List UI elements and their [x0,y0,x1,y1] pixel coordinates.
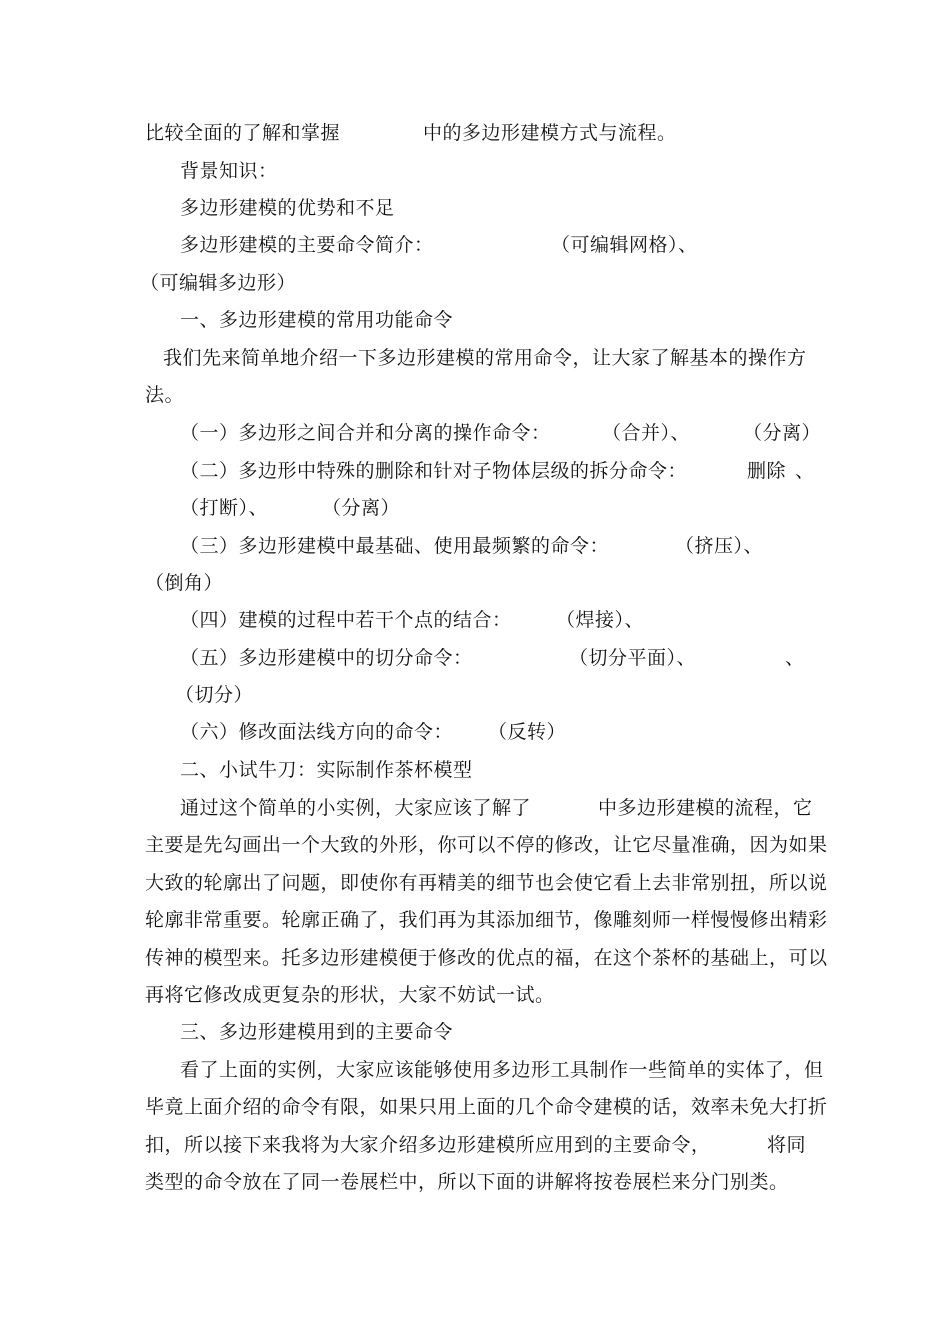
text-segment: 通过这个简单的小实例，大家应该了解了 [180,797,532,819]
list-item [180,496,401,520]
text-segment: （五）多边形建模中的切分命令： [180,647,473,669]
list-item [180,720,567,744]
list-item [180,646,805,670]
paragraph-line [145,871,828,895]
text-segment: 、 [795,460,815,482]
text-segment: （六）修改面法线方向的命令： [180,721,454,743]
paragraph-line [145,1095,828,1119]
paragraph-line [140,271,296,295]
section-heading [180,1020,453,1044]
list-item [180,534,764,558]
text-segment: 法。 [145,384,185,406]
text-segment: 比较全面的了解和掌握 [145,122,341,144]
text-segment: 看了上面的实例，大家应该能够使用多边形工具制作一些简单的实体了，但 [180,1059,824,1081]
text-segment: （倒角） [145,572,224,594]
text-segment: 扣，所以接下来我将为大家介绍多边形建模所应用到的主要命令， [145,1134,711,1156]
section-heading [180,159,278,183]
text-segment: （分离） [322,497,401,519]
text-segment: （一）多边形之间合并和分离的操作命令： [180,422,551,444]
section-heading [180,308,453,332]
text-segment: 中的多边形建模方式与流程。 [423,122,677,144]
text-segment: （切分） [175,684,254,706]
paragraph-line [145,983,555,1007]
paragraph-line [163,346,807,370]
list-item [180,459,815,483]
text-segment: （分离） [743,422,822,444]
text-segment: （挤压）、 [675,535,764,557]
text-segment: （合并）、 [602,422,691,444]
text-segment: 传神的模型来。托多边形建模便于修改的优点的福，在这个茶杯的基础上，可以 [145,947,828,969]
paragraph-line [145,833,828,857]
intro-line [145,121,677,145]
paragraph-line [145,383,184,407]
text-segment: （可编辑网格）、 [551,234,698,256]
text-segment: 毕竟上面介绍的命令有限，如果只用上面的几个命令建模的话，效率未免大打折 [145,1096,828,1118]
list-item [175,683,253,707]
text-segment: 将同 [767,1134,807,1156]
text-segment: （打断）、 [180,497,269,519]
list-item [145,571,223,595]
section-heading [180,758,473,782]
paragraph-line [145,1133,807,1157]
text-segment: 一、多边形建模的常用功能命令 [180,309,454,331]
text-segment: （切分平面）、 [569,647,697,669]
paragraph-line [180,233,698,257]
text-segment: 主要是先勾画出一个大致的外形，你可以不停的修改，让它尽量准确，因为如果 [145,834,828,856]
text-segment: 三、多边形建模用到的主要命令 [180,1021,454,1043]
text-segment: （四）建模的过程中若干个点的结合： [180,609,512,631]
list-item [180,421,822,445]
paragraph-line [145,946,828,970]
paragraph-line [180,196,395,220]
list-item [180,608,645,632]
text-segment: 二、小试牛刀：实际制作茶杯模型 [180,759,473,781]
text-segment: 类型的命令放在了同一卷展栏中，所以下面的讲解将按卷展栏来分门别类。 [145,1171,789,1193]
text-segment: 再将它修改成更复杂的形状，大家不妨试一试。 [145,984,555,1006]
text-segment: 中多边形建模的流程，它 [598,797,813,819]
text-segment: 大致的轮廓出了问题，即使你有再精美的细节也会使它看上去非常别扭，所以说 [145,872,828,894]
text-segment: 多边形建模的优势和不足 [180,197,395,219]
paragraph-line [180,1058,824,1082]
text-segment: （三）多边形建模中最基础、使用最频繁的命令： [180,535,610,557]
paragraph-line [145,908,828,932]
text-segment: 背景知识： [180,160,278,182]
text-segment: 轮廓非常重要。轮廓正确了，我们再为其添加细节，像雕刻师一样慢慢修出精彩 [145,909,828,931]
text-segment: 多边形建模的主要命令简介： [180,234,434,256]
text-segment: 删除 [747,460,787,482]
text-segment: （二）多边形中特殊的删除和针对子物体层级的拆分命令： [180,460,688,482]
text-segment: （反转） [488,721,567,743]
paragraph-line [180,796,813,820]
text-segment: 、 [785,647,805,669]
text-segment: （可编辑多边形） [140,272,297,294]
text-segment: 我们先来简单地介绍一下多边形建模的常用命令，让大家了解基本的操作方 [163,347,807,369]
paragraph-line [145,1170,789,1194]
text-segment: （焊接）、 [556,609,645,631]
